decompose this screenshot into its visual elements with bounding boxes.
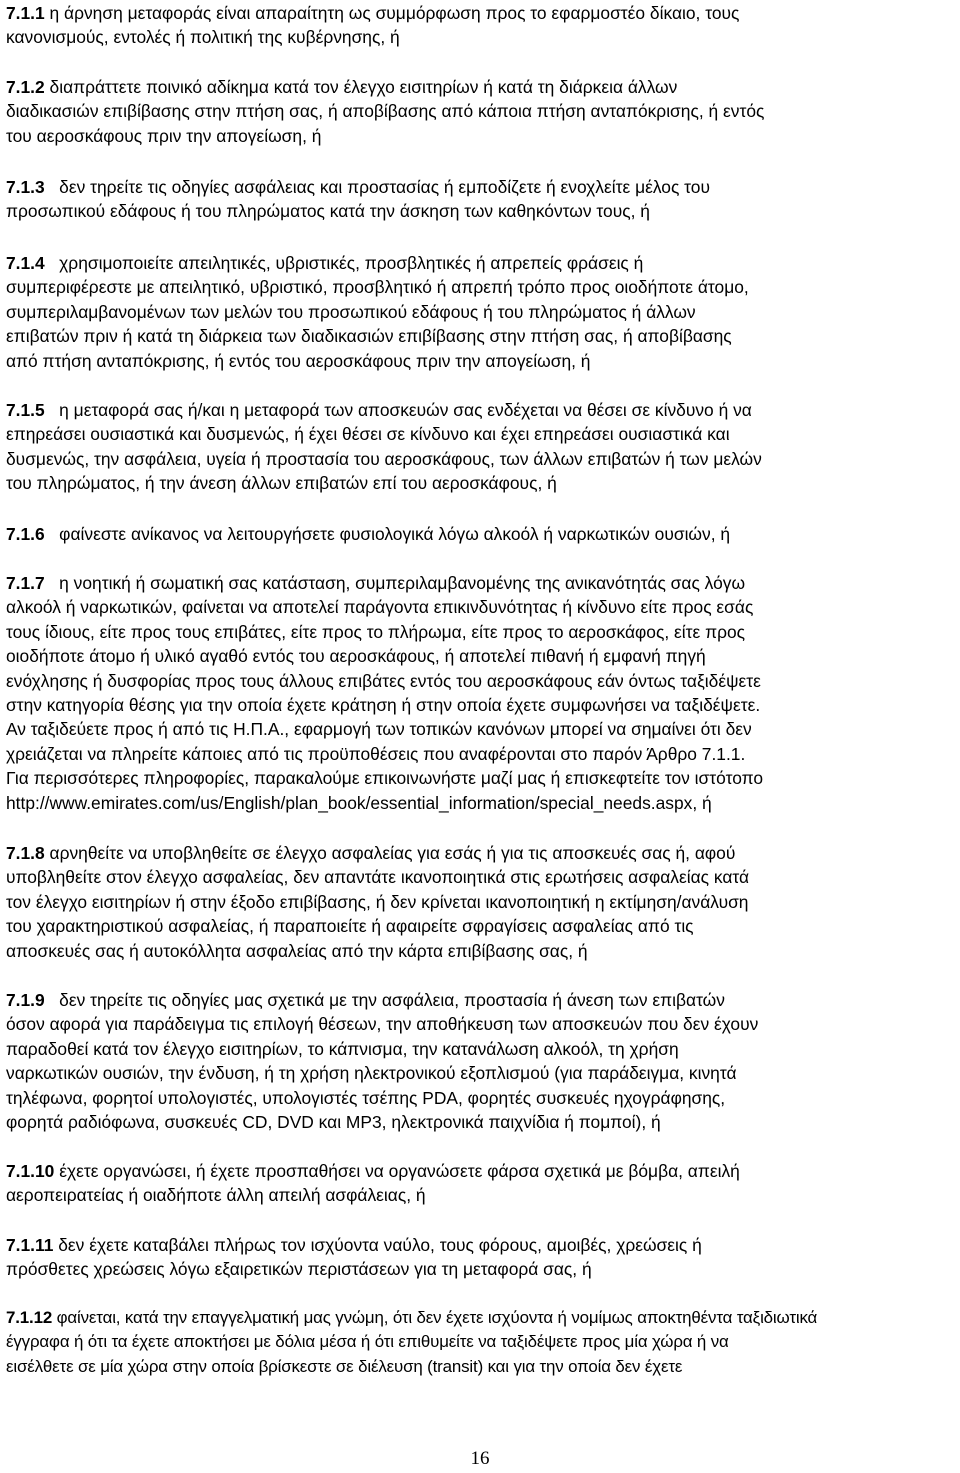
clause-number: 7.1.9	[6, 990, 45, 1010]
clause-number: 7.1.1	[6, 3, 45, 23]
clause-text-line: έγγραφα ή ότι τα έχετε αποκτήσει με δόλια μέσα ή ότι επιθυμείτε να ταξιδέψετε προς μία χώρα ή να	[6, 1332, 729, 1352]
clause-text-line: παραδοθεί κατά τον έλεγχο εισιτηρίων, το κάπνισμα, την κατανάλωση αλκοόλ, τη χρήση	[6, 1038, 679, 1059]
clause-text-line: ενόχλησης ή δυσφορίας προς τους άλλους επιβάτες εντός του αεροσκάφους εάν όντως ταξιδέψετε	[6, 670, 761, 691]
clause-text-line: κανονισμούς, εντολές ή πολιτική της κυβέρνησης, ή	[6, 27, 400, 48]
clause-7-1-10	[6, 1159, 740, 1208]
clause-text-line: αλκοόλ ή ναρκωτικών, φαίνεται να αποτελεί παράγοντα επικινδυνότητας ή κίνδυνο είτε προς εσάς	[6, 597, 754, 618]
clause-text-line: του πληρώματος, ή την άνεση άλλων επιβατών επί του αεροσκάφους, ή	[6, 473, 557, 494]
clause-text-line: τον έλεγχο εισιτηρίων ή στην έξοδο επιβίβασης, ή δεν κρίνεται ικανοποιητική η εκτίμηση/ανάλυση	[6, 891, 749, 912]
clause-text-line: διαπράττετε ποινικό αδίκημα κατά τον έλεγχο εισιτηρίων ή κατά τη διάρκεια άλλων	[44, 77, 678, 97]
clause-text-line: Για περισσότερες πληροφορίες, παρακαλούμε επικοινωνήστε μαζί μας ή επισκεφτείτε τον ιστότοπο	[6, 768, 764, 789]
clause-7-1-9	[6, 988, 758, 1134]
clause-text-line: η νοητική ή σωματική σας κατάσταση, συμπεριλαμβανομένης της ανικανότητάς σας λόγω	[44, 573, 746, 593]
clause-number: 7.1.12	[6, 1308, 53, 1327]
clause-text-line: εισέλθετε σε μία χώρα στην οποία βρίσκεστε σε διέλευση (transit) και για την οποία δεν έχετε	[6, 1356, 683, 1376]
clause-text-line: συμπεριφέρεστε με απειλητικό, υβριστικό, προσβλητικό ή απρεπή τρόπο προς οιοδήποτε άτομο,	[6, 277, 749, 298]
clause-text-line: αποσκευές σας ή αυτοκόλλητα ασφαλείας από την κάρτα επιβίβασης σας, ή	[6, 940, 588, 961]
clause-text-line: φαίνεστε ανίκανος να λειτουργήσετε φυσιολογικά λόγω αλκοόλ ή ναρκωτικών ουσιών, ή	[44, 524, 731, 544]
clause-7-1-7	[6, 571, 763, 815]
clause-text-line: στην κατηγορία θέσης για την οποία έχετε κράτηση ή στην οποία έχετε συμφωνήσει να ταξιδέψετε.	[6, 694, 761, 715]
clause-text-line: υποβληθείτε στον έλεγχο ασφαλείας, δεν απαντάτε ικανοποιητικά στις ερωτήσεις ασφαλείας κατά	[6, 867, 750, 888]
clause-text-line: αεροπειρατείας ή οιαδήποτε άλλη απειλή ασφάλειας, ή	[6, 1185, 426, 1206]
clause-7-1-3	[6, 175, 710, 224]
clause-7-1-12	[6, 1306, 817, 1379]
page-number: 16	[470, 1448, 490, 1469]
clause-text-line: έχετε οργανώσει, ή έχετε προσπαθήσει να οργανώσετε φάρσα σχετικά με βόμβα, απειλή	[54, 1161, 740, 1181]
clause-7-1-1	[6, 1, 739, 50]
clause-text-line: διαδικασιών επιβίβασης στην πτήση σας, ή αποβίβασης από κάποια πτήση ανταπόκρισης, ή εντός	[6, 101, 765, 122]
clause-text-line: επηρεάσει ουσιαστικά και δυσμενώς, ή έχει θέσει σε κίνδυνο και έχει επηρεάσει ουσιαστικά και	[6, 424, 730, 445]
clause-text-line: φαίνεται, κατά την επαγγελματική μας γνώμη, ότι δεν έχετε ισχύοντα ή νομίμως αποκτηθέντα ταξιδιωτικά	[52, 1308, 818, 1327]
clause-text-line: ναρκωτικών ουσιών, την ένδυση, ή τη χρήση ηλεκτρονικού εξοπλισμού (για παράδειγμα, κινητά	[6, 1063, 737, 1084]
clause-number: 7.1.11	[6, 1235, 54, 1255]
clause-text-line: επιβατών πριν ή κατά τη διάρκεια των διαδικασιών επιβίβασης στην πτήση σας, ή αποβίβασης	[6, 326, 732, 347]
clause-text-line: χρησιμοποιείτε απειλητικές, υβριστικές, προσβλητικές ή απρεπείς φράσεις ή	[44, 253, 644, 273]
clause-text-line: η μεταφορά σας ή/και η μεταφορά των αποσκευών σας ενδέχεται να θέσει σε κίνδυνο ή να	[44, 400, 752, 420]
clause-text-line: προσωπικού εδάφους ή του πληρώματος κατά την άσκηση των καθηκόντων τους, ή	[6, 201, 650, 222]
clause-text-line: αρνηθείτε να υποβληθείτε σε έλεγχο ασφαλείας για εσάς ή για τις αποσκευές σας ή, αφού	[44, 843, 736, 863]
clause-number: 7.1.10	[6, 1161, 55, 1181]
clause-text-line: συμπεριλαμβανομένων των μελών του προσωπικού εδάφους ή του πληρώματος ή άλλων	[6, 301, 696, 322]
clause-number: 7.1.2	[6, 77, 45, 97]
clause-url-line: http://www.emirates.com/us/English/plan_book/essential_information/special_needs.aspx, ή	[6, 792, 712, 813]
clause-text-line: δεν έχετε καταβάλει πλήρως τον ισχύοντα ναύλο, τους φόρους, αμοιβές, χρεώσεις ή	[53, 1235, 702, 1255]
clause-text-line: από πτήση ανταπόκρισης, ή εντός του αεροσκάφους πριν την απογείωση, ή	[6, 350, 591, 371]
clause-number: 7.1.7	[6, 573, 45, 593]
clause-text-line: τους ίδιους, είτε προς τους επιβάτες, είτε προς το πλήρωμα, είτε προς το αεροσκάφος, είτε προς	[6, 621, 746, 642]
clause-text-line: οιοδήποτε άτομο ή υλικό αγαθό εντός του αεροσκάφους, ή αποτελεί πιθανή ή εμφανή πηγή	[6, 646, 706, 667]
clause-text-line: φορητά ραδιόφωνα, συσκευές CD, DVD και MP3, ηλεκτρονικά παιχνίδια ή πομποί), ή	[6, 1111, 661, 1132]
clause-text-line: χρειάζεται να πληρείτε κάποιες από τις προϋποθέσεις που αναφέρονται στο παρόν Άρθρο 7.1.1.	[6, 743, 746, 764]
clause-text-line: πρόσθετες χρεώσεις λόγω εξαιρετικών περιστάσεων για τη μεταφορά σας, ή	[6, 1259, 592, 1280]
clause-7-1-11	[6, 1233, 702, 1282]
clause-text-line: τηλέφωνα, φορητοί υπολογιστές, υπολογιστές τσέπης PDA, φορητές συσκευές ηχογράφησης,	[6, 1087, 726, 1108]
clause-text-line: όσον αφορά για παράδειγμα τις επιλογή θέσεων, την αποθήκευση των αποσκευών που δεν έχουν	[6, 1014, 759, 1035]
clause-text-line: του αεροσκάφους πριν την απογείωση, ή	[6, 125, 322, 146]
clause-7-1-8	[6, 841, 749, 963]
clause-number: 7.1.3	[6, 177, 45, 197]
clause-text-line: του χαρακτηριστικού ασφαλείας, ή παραποιείτε ή αφαιρείτε σφραγίσεις ασφαλείας από τις	[6, 916, 694, 937]
clause-text-line: δεν τηρείτε τις οδηγίες μας σχετικά με την ασφάλεια, προστασία ή άνεση των επιβατών	[44, 990, 725, 1010]
clause-number: 7.1.8	[6, 843, 45, 863]
clause-7-1-4	[6, 251, 749, 373]
clause-7-1-5	[6, 398, 762, 496]
clause-text-line: η άρνηση μεταφοράς είναι απαραίτητη ως συμμόρφωση προς το εφαρμοστέο δίκαιο, τους	[44, 3, 740, 23]
clause-7-1-6	[6, 522, 730, 546]
clause-text-line: Αν ταξιδεύετε προς ή από τις Η.Π.Α., εφαρμογή των τοπικών κανόνων μπορεί να σημαίνει ότι δεν	[6, 719, 752, 740]
clause-number: 7.1.5	[6, 400, 45, 420]
clause-text-line: δυσμενώς, την ασφάλεια, υγεία ή προστασία του αεροσκάφους, των άλλων επιβατών ή των μελών	[6, 448, 762, 469]
clause-7-1-2	[6, 75, 764, 148]
clause-number: 7.1.6	[6, 524, 45, 544]
clause-number: 7.1.4	[6, 253, 45, 273]
clause-text-line: δεν τηρείτε τις οδηγίες ασφάλειας και προστασίας ή εμποδίζετε ή ενοχλείτε μέλος του	[44, 177, 710, 197]
